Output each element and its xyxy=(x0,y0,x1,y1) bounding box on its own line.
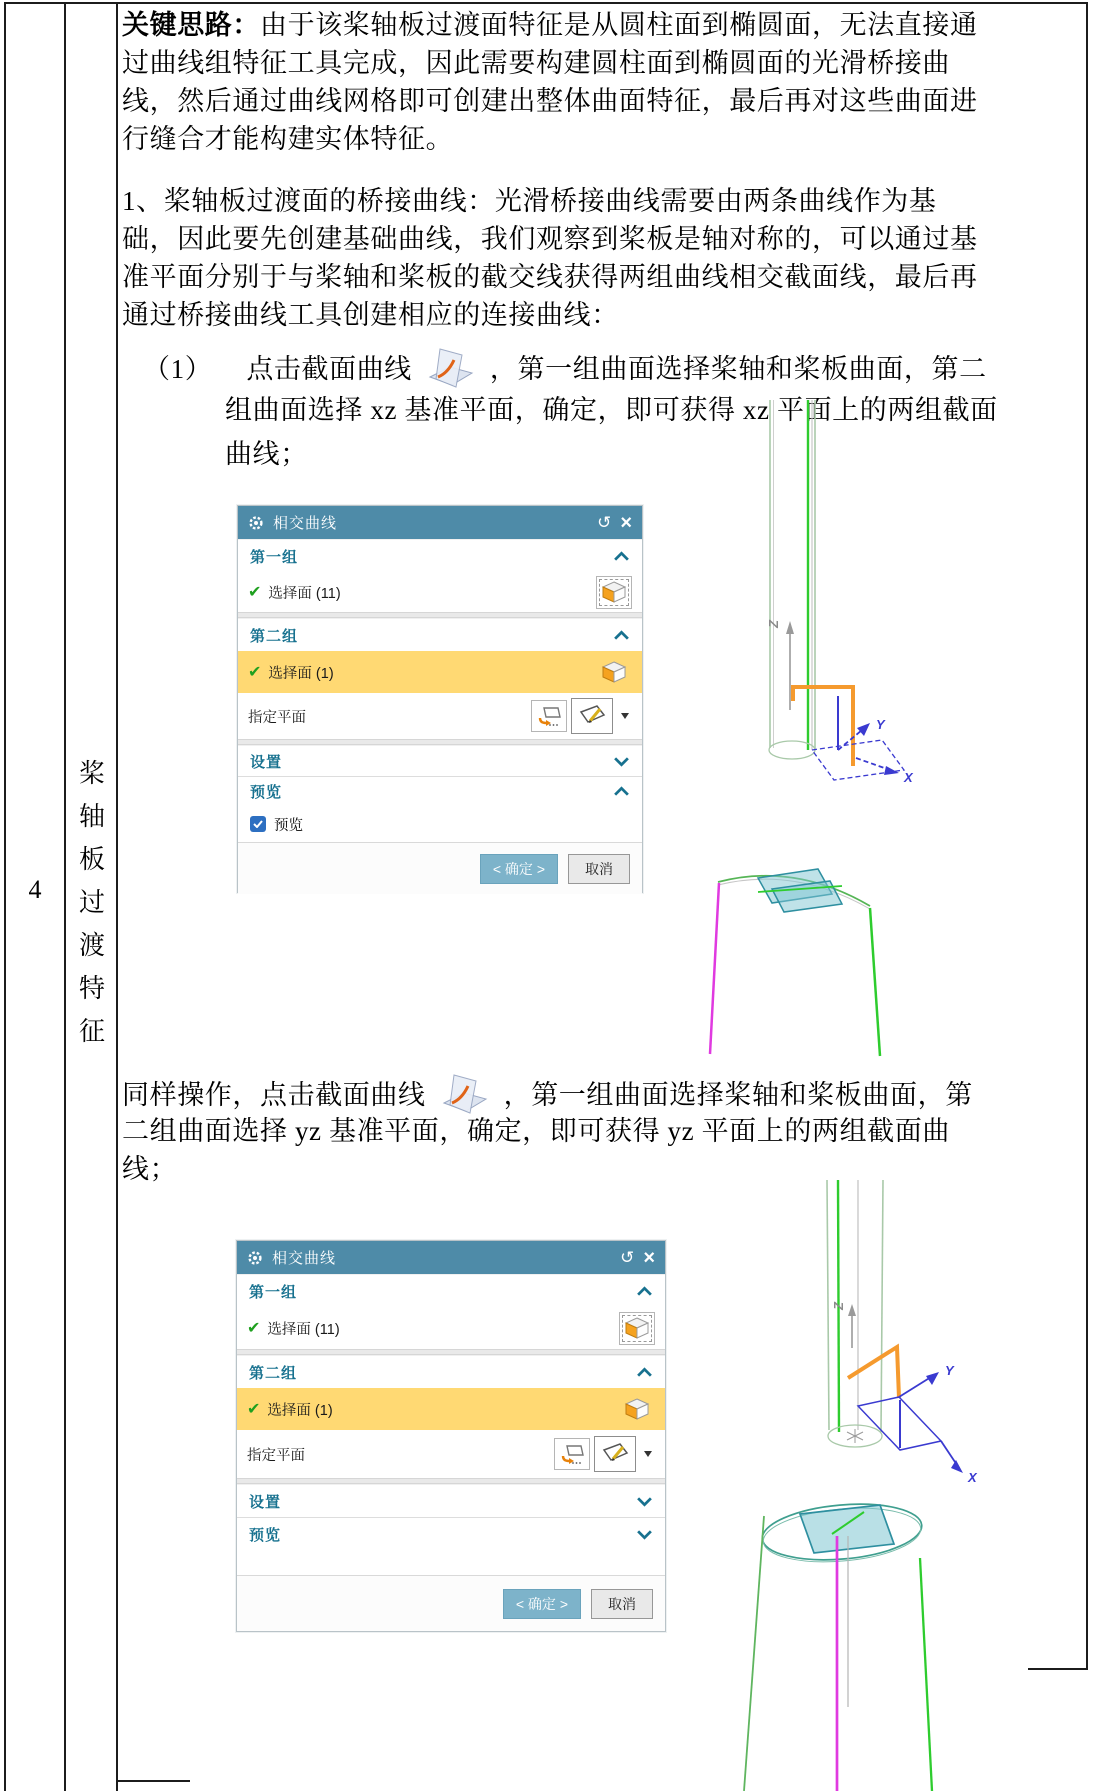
item1-line-2: 组曲面选择 xz 基准平面，确定，即可获得 xz 平面上的两组截面 xyxy=(225,395,998,425)
intersection-curve-icon xyxy=(440,1073,490,1117)
section-header-preview[interactable] xyxy=(237,1517,665,1550)
plane-constructor-button[interactable] xyxy=(594,1436,636,1472)
specify-plane-label: 指定平面 xyxy=(248,709,306,726)
cancel-button[interactable]: 取消 xyxy=(568,854,630,884)
row-label-cell xyxy=(66,752,118,1053)
row-label-char: 桨 xyxy=(78,759,105,788)
check-icon: ✔ xyxy=(248,664,262,681)
select-face-label: 选择面 (1) xyxy=(267,1402,333,1419)
preview-checkbox-label: 预览 xyxy=(274,817,303,834)
dialog-titlebar[interactable] xyxy=(238,506,642,539)
section-header-group2[interactable] xyxy=(238,618,642,651)
key-idea-line-2: 过曲线组特征工具完成，因此需要构建圆柱面到椭圆面的光滑桥接曲 xyxy=(122,48,950,78)
cube-icon xyxy=(624,1316,650,1340)
ok-button[interactable]: < 确定 > xyxy=(480,854,558,884)
row-label-char: 征 xyxy=(78,1017,105,1046)
section-header-settings[interactable] xyxy=(237,1484,665,1517)
plane-options-dropdown[interactable] xyxy=(617,700,632,732)
close-icon[interactable]: × xyxy=(643,1246,655,1269)
row-label-char: 特 xyxy=(78,974,105,1003)
cancel-button[interactable]: 取消 xyxy=(591,1589,653,1619)
step1-line-3: 准平面分别于与桨轴和桨板的截交线获得两组曲线相交截面线，最后再 xyxy=(122,262,978,292)
table-border-right xyxy=(1086,2,1088,1670)
chevron-up-icon[interactable] xyxy=(636,1286,653,1297)
select-face-label: 选择面 (1) xyxy=(268,665,334,682)
plane-dialog-button[interactable] xyxy=(554,1438,590,1470)
key-idea-line-4: 行缝合才能构建实体特征。 xyxy=(122,124,454,154)
specify-plane-row xyxy=(237,1430,665,1478)
plane-constructor-button[interactable] xyxy=(571,698,613,734)
select-face-label: 选择面 (11) xyxy=(267,1321,340,1338)
preview-checkbox-row[interactable] xyxy=(238,806,642,842)
chevron-up-icon[interactable] xyxy=(613,786,630,797)
axis-x-label: X xyxy=(968,1470,977,1485)
key-idea-line-1: 关键思路：由于该桨轴板过渡面特征是从圆柱面到椭圆面，无法直接通 xyxy=(122,10,978,40)
specify-plane-label: 指定平面 xyxy=(247,1447,305,1464)
row-label-char: 过 xyxy=(78,888,105,917)
chevron-up-icon[interactable] xyxy=(613,551,630,562)
viewport-xz-section-result xyxy=(700,862,900,1060)
row-label-char: 渡 xyxy=(78,931,105,960)
intersection-curve-dialog-2 xyxy=(236,1240,666,1632)
face-collector-button[interactable] xyxy=(596,576,632,609)
cube-icon xyxy=(624,1397,650,1421)
caret-down-icon xyxy=(644,1451,652,1457)
key-idea-lead: 关键思路： xyxy=(122,10,260,40)
check-icon: ✔ xyxy=(247,1320,261,1337)
section-label: 预览 xyxy=(249,1526,282,1544)
close-icon[interactable]: × xyxy=(620,511,632,534)
same-op-line-3: 线； xyxy=(122,1154,178,1184)
checkmark-icon xyxy=(253,820,263,828)
section-header-preview[interactable] xyxy=(238,776,642,806)
axis-y-label: Y xyxy=(876,717,885,732)
section-label: 预览 xyxy=(250,784,283,801)
row-label-char: 轴 xyxy=(78,802,105,831)
section-header-group1[interactable] xyxy=(237,1274,665,1307)
row-number-cell: 4 xyxy=(28,875,42,904)
chevron-down-icon[interactable] xyxy=(636,1529,653,1540)
cube-icon xyxy=(601,660,627,684)
section-label: 第二组 xyxy=(249,1364,298,1382)
axis-y-label: Y xyxy=(945,1363,954,1378)
dialog-title: 相交曲线 xyxy=(272,1250,337,1267)
chevron-up-icon[interactable] xyxy=(613,630,630,641)
dialog-footer xyxy=(237,1575,665,1631)
intersection-curve-dialog-1 xyxy=(237,505,643,893)
select-face-row-group2-active[interactable] xyxy=(237,1388,665,1430)
face-collector-button[interactable] xyxy=(619,1312,655,1345)
item1-line-1: （1） 点击截面曲线 ，第一组曲面选择桨轴和桨板曲面，第二 xyxy=(143,345,987,393)
ok-button[interactable]: < 确定 > xyxy=(503,1589,581,1619)
viewport-yz-section-preview xyxy=(805,1178,1000,1490)
table-border-bottom-left xyxy=(116,1780,190,1782)
key-idea-line-3: 线，然后通过曲线网格即可创建出整体曲面特征，最后再对这些曲面进 xyxy=(122,86,978,116)
cube-icon xyxy=(601,580,627,604)
plane-dialog-icon xyxy=(537,705,561,727)
section-label: 设置 xyxy=(250,753,283,771)
plane-pencil-icon xyxy=(601,1441,629,1467)
viewport-xz-section-preview xyxy=(660,398,920,788)
gear-icon xyxy=(248,515,264,531)
same-op-line-2: 二组曲面选择 yz 基准平面，确定，即可获得 yz 平面上的两组截面曲 xyxy=(122,1116,950,1146)
face-collector-button[interactable] xyxy=(596,656,632,689)
axis-x-label: X xyxy=(904,770,913,785)
dialog-titlebar[interactable] xyxy=(237,1241,665,1274)
row-label-char: 板 xyxy=(78,845,105,874)
specify-plane-row xyxy=(238,693,642,739)
preview-checkbox[interactable] xyxy=(250,816,266,832)
step1-line-4: 通过桥接曲线工具创建相应的连接曲线： xyxy=(122,300,619,330)
face-collector-button[interactable] xyxy=(619,1393,655,1426)
section-header-settings[interactable] xyxy=(238,745,642,776)
plane-dialog-icon xyxy=(560,1443,584,1465)
dialog-footer xyxy=(238,842,642,894)
section-label: 第一组 xyxy=(250,548,299,566)
plane-options-dropdown[interactable] xyxy=(640,1438,655,1470)
step1-line-2: 础，因此要先创建基础曲线，我们观察到桨板是轴对称的，可以通过基 xyxy=(122,224,978,254)
reset-icon[interactable]: ↺ xyxy=(620,1248,635,1267)
step1-line-1: 1、桨轴板过渡面的桥接曲线：光滑桥接曲线需要由两条曲线作为基 xyxy=(122,186,937,216)
caret-down-icon xyxy=(621,713,629,719)
item1-marker: （1） xyxy=(143,354,213,384)
dialog-title: 相交曲线 xyxy=(273,515,338,532)
axis-z-label: Z xyxy=(831,1302,846,1310)
intersection-curve-icon xyxy=(426,347,476,391)
table-border-bottom-right xyxy=(1028,1668,1088,1670)
plane-dialog-button[interactable] xyxy=(531,700,567,732)
table-border-top xyxy=(4,2,1088,4)
check-icon: ✔ xyxy=(247,1401,261,1418)
plane-pencil-icon xyxy=(578,703,606,729)
gear-icon xyxy=(247,1250,263,1266)
chevron-up-icon[interactable] xyxy=(636,1367,653,1378)
chevron-down-icon[interactable] xyxy=(613,756,630,767)
select-face-row-group1[interactable] xyxy=(238,572,642,612)
viewport-yz-section-result xyxy=(742,1492,942,1791)
check-icon: ✔ xyxy=(248,584,262,601)
select-face-row-group2-active[interactable] xyxy=(238,651,642,693)
axis-z-label: Z xyxy=(766,620,781,628)
item1-line-3: 曲线； xyxy=(225,439,308,469)
section-label: 第一组 xyxy=(249,1283,298,1301)
chevron-down-icon[interactable] xyxy=(636,1496,653,1507)
section-header-group2[interactable] xyxy=(237,1355,665,1388)
section-label: 第二组 xyxy=(250,627,299,645)
section-header-group1[interactable] xyxy=(238,539,642,572)
same-op-line-1: 同样操作，点击截面曲线 ，第一组曲面选择桨轴和桨板曲面，第 xyxy=(122,1070,973,1120)
section-label: 设置 xyxy=(249,1493,282,1511)
select-face-label: 选择面 (11) xyxy=(268,585,341,602)
reset-icon[interactable]: ↺ xyxy=(597,513,612,532)
select-face-row-group1[interactable] xyxy=(237,1307,665,1349)
